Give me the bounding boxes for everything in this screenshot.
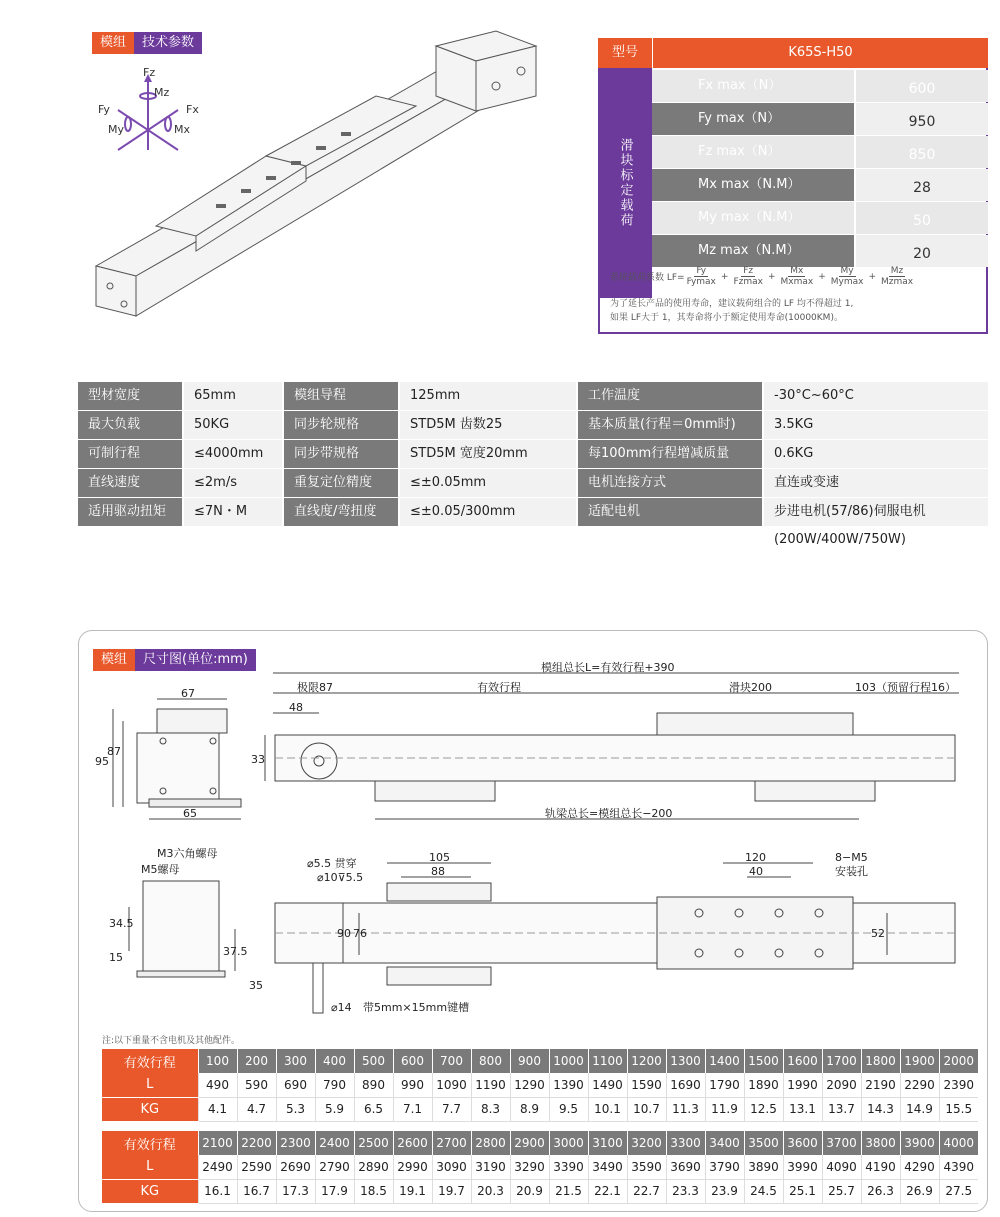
dimension-panel bbox=[78, 630, 988, 1212]
stroke-cell: 490 bbox=[198, 1073, 237, 1097]
dim-stroke: 有效行程 bbox=[477, 681, 521, 694]
spec-label: 型材宽度 bbox=[78, 382, 182, 410]
model-value: K65S-H50 bbox=[652, 38, 988, 68]
dim-35: 35 bbox=[249, 979, 263, 992]
stroke-cell: 19.1 bbox=[393, 1179, 432, 1203]
stroke-cell: 600 bbox=[393, 1049, 432, 1073]
spec-label: 直线速度 bbox=[78, 469, 182, 497]
stroke-cell: 19.7 bbox=[432, 1179, 471, 1203]
stroke-cell: 5.3 bbox=[276, 1097, 315, 1121]
spec-label: 基本质量(行程＝0mm时) bbox=[578, 411, 762, 439]
stroke-cell: 2900 bbox=[510, 1131, 549, 1155]
load-row bbox=[652, 136, 988, 168]
stroke-row-kg bbox=[102, 1097, 978, 1121]
spec-label: 适用驱动扭矩 bbox=[78, 498, 182, 526]
load-value: 850 bbox=[856, 136, 988, 168]
stroke-cell: 4390 bbox=[939, 1155, 978, 1179]
stroke-cell: 100 bbox=[198, 1049, 237, 1073]
stroke-cell: 2490 bbox=[198, 1155, 237, 1179]
stroke-cell: 7.7 bbox=[432, 1097, 471, 1121]
dim-slider: 滑块200 bbox=[729, 681, 772, 694]
stroke-cell: 13.7 bbox=[822, 1097, 861, 1121]
stroke-cell: 3290 bbox=[510, 1155, 549, 1179]
stroke-cell: 20.3 bbox=[471, 1179, 510, 1203]
model-label: 型号 bbox=[598, 38, 652, 68]
slider-load-table bbox=[598, 38, 988, 334]
stroke-cell: 800 bbox=[471, 1049, 510, 1073]
stroke-cell: 1500 bbox=[744, 1049, 783, 1073]
load-row bbox=[652, 235, 988, 267]
stroke-cell: 1600 bbox=[783, 1049, 822, 1073]
stroke-cell: 1400 bbox=[705, 1049, 744, 1073]
load-rows bbox=[652, 70, 988, 268]
spec-label: 可制行程 bbox=[78, 440, 182, 468]
dim-key: 带5mm×15mm键槽 bbox=[363, 1001, 470, 1014]
stroke-cell: 1300 bbox=[666, 1049, 705, 1073]
stroke-cell: 2390 bbox=[939, 1073, 978, 1097]
spec-row bbox=[78, 440, 988, 468]
stroke-cell: 2590 bbox=[237, 1155, 276, 1179]
weight-note: 注:以下重量不含电机及其他配件。 bbox=[102, 1036, 241, 1046]
stroke-cell: 26.3 bbox=[861, 1179, 900, 1203]
stroke-cell: 1100 bbox=[588, 1049, 627, 1073]
dim-limit: 极限87 bbox=[297, 681, 333, 694]
dims-title-label: 尺寸图(单位:mm) bbox=[135, 649, 256, 671]
dim-345: 34.5 bbox=[109, 917, 134, 930]
dim-67: 67 bbox=[181, 687, 195, 700]
stroke-cell: 20.9 bbox=[510, 1179, 549, 1203]
stroke-cell: 13.1 bbox=[783, 1097, 822, 1121]
load-row bbox=[652, 70, 988, 102]
load-value: 950 bbox=[856, 103, 988, 135]
fraction-mx: $\frac{Mx}{Mxmax}$ bbox=[780, 266, 814, 287]
stroke-cell: 3490 bbox=[588, 1155, 627, 1179]
stroke-cell: 3000 bbox=[549, 1131, 588, 1155]
stroke-cell: 22.7 bbox=[627, 1179, 666, 1203]
stroke-cell: 3200 bbox=[627, 1131, 666, 1155]
stroke-cell: 4.1 bbox=[198, 1097, 237, 1121]
stroke-cell: 1890 bbox=[744, 1073, 783, 1097]
stroke-row-l bbox=[102, 1155, 978, 1179]
stroke-cell: 4090 bbox=[822, 1155, 861, 1179]
stroke-cell: 1490 bbox=[588, 1073, 627, 1097]
stroke-cell: 1390 bbox=[549, 1073, 588, 1097]
spec-value: STD5M 齿数25 bbox=[400, 411, 576, 439]
stroke-cell: 3500 bbox=[744, 1131, 783, 1155]
mz-label: Mz bbox=[154, 86, 170, 99]
spec-row bbox=[78, 411, 988, 439]
dim-76: 76 bbox=[353, 927, 367, 940]
stroke-table-1 bbox=[102, 1049, 978, 1122]
stroke-cell: 2700 bbox=[432, 1131, 471, 1155]
dim-87: 87 bbox=[107, 745, 121, 758]
load-key: Mx max（N.M） bbox=[652, 169, 854, 201]
stroke-cell: 590 bbox=[237, 1073, 276, 1097]
load-value: 28 bbox=[856, 169, 988, 201]
stroke-cell: 4.7 bbox=[237, 1097, 276, 1121]
spec-label: 同步轮规格 bbox=[284, 411, 398, 439]
stroke-cell: 1200 bbox=[627, 1049, 666, 1073]
fraction-fy: $\frac{Fy}{Fymax}$ bbox=[686, 266, 716, 287]
spec-value: -30°C~60°C bbox=[764, 382, 988, 410]
stroke-cell: 300 bbox=[276, 1049, 315, 1073]
stroke-cell: 400 bbox=[315, 1049, 354, 1073]
spec-label: 直线度/弯扭度 bbox=[284, 498, 398, 526]
stroke-cell: 16.7 bbox=[237, 1179, 276, 1203]
spec-label: 模组导程 bbox=[284, 382, 398, 410]
fy-label: Fy bbox=[98, 103, 110, 116]
spec-value: ≤±0.05mm bbox=[400, 469, 576, 497]
stroke-cell: 2500 bbox=[354, 1131, 393, 1155]
stroke-cell: 2300 bbox=[276, 1131, 315, 1155]
load-row bbox=[652, 202, 988, 234]
dims-module-label: 模组 bbox=[93, 649, 135, 671]
fz-label: Fz bbox=[143, 66, 156, 79]
stroke-table-2 bbox=[102, 1131, 978, 1204]
stroke-row-header: 有效行程 bbox=[102, 1049, 198, 1073]
spec-value: 50KG bbox=[184, 411, 282, 439]
stroke-cell: 9.5 bbox=[549, 1097, 588, 1121]
load-row bbox=[652, 103, 988, 135]
dim-90: 90 bbox=[337, 927, 351, 940]
stroke-cell: 2790 bbox=[315, 1155, 354, 1179]
stroke-cell: 14.3 bbox=[861, 1097, 900, 1121]
stroke-cell: 2190 bbox=[861, 1073, 900, 1097]
spec-value: ≤2m/s bbox=[184, 469, 282, 497]
load-key: My max（N.M） bbox=[652, 202, 854, 234]
stroke-cell: 2100 bbox=[198, 1131, 237, 1155]
stroke-cell: 25.1 bbox=[783, 1179, 822, 1203]
stroke-cell: 27.5 bbox=[939, 1179, 978, 1203]
stroke-cell: 3300 bbox=[666, 1131, 705, 1155]
stroke-cell: 1990 bbox=[783, 1073, 822, 1097]
stroke-cell: 1090 bbox=[432, 1073, 471, 1097]
stroke-cell: 2200 bbox=[237, 1131, 276, 1155]
dimension-drawing bbox=[79, 631, 989, 1051]
stroke-cell: 690 bbox=[276, 1073, 315, 1097]
spec-value: 125mm bbox=[400, 382, 576, 410]
stroke-cell: 1790 bbox=[705, 1073, 744, 1097]
stroke-cell: 15.5 bbox=[939, 1097, 978, 1121]
load-value: 50 bbox=[856, 202, 988, 234]
stroke-cell: 3690 bbox=[666, 1155, 705, 1179]
load-key: Mz max（N.M） bbox=[652, 235, 854, 267]
fraction-mz: $\frac{Mz}{Mzmax}$ bbox=[881, 266, 914, 287]
stroke-cell: 500 bbox=[354, 1049, 393, 1073]
stroke-cell: 1190 bbox=[471, 1073, 510, 1097]
dim-105: 105 bbox=[429, 851, 450, 864]
stroke-cell: 6.5 bbox=[354, 1097, 393, 1121]
stroke-cell: 3700 bbox=[822, 1131, 861, 1155]
dim-33: 33 bbox=[251, 753, 265, 766]
spec-value: ≤7N・M bbox=[184, 498, 282, 526]
stroke-cell: 3600 bbox=[783, 1131, 822, 1155]
dim-rail: 轨梁总长=模组总长−200 bbox=[545, 807, 673, 820]
stroke-cell: 3790 bbox=[705, 1155, 744, 1179]
dim-cbore: ⌀10⊽5.5 bbox=[317, 871, 364, 884]
stroke-cell: 4000 bbox=[939, 1131, 978, 1155]
stroke-cell: 3890 bbox=[744, 1155, 783, 1179]
stroke-row-kg bbox=[102, 1179, 978, 1203]
dim-m5holes: 8−M5 bbox=[835, 851, 868, 864]
stroke-cell: 18.5 bbox=[354, 1179, 393, 1203]
stroke-cell: 3800 bbox=[861, 1131, 900, 1155]
fraction-fz: $\frac{Fz}{Fzmax}$ bbox=[733, 266, 763, 287]
stroke-cell: 1290 bbox=[510, 1073, 549, 1097]
load-row bbox=[652, 169, 988, 201]
stroke-cell: 2090 bbox=[822, 1073, 861, 1097]
load-key: Fy max（N） bbox=[652, 103, 854, 135]
mx-label: Mx bbox=[174, 123, 191, 136]
spec-value: 步进电机(57/86)伺服电机(200W/400W/750W) bbox=[764, 498, 988, 526]
stroke-cell: 25.7 bbox=[822, 1179, 861, 1203]
stroke-cell: 17.9 bbox=[315, 1179, 354, 1203]
spec-label: 同步带规格 bbox=[284, 440, 398, 468]
stroke-cell: 22.1 bbox=[588, 1179, 627, 1203]
spec-row bbox=[78, 382, 988, 410]
stroke-cell: 2800 bbox=[471, 1131, 510, 1155]
stroke-cell: 1700 bbox=[822, 1049, 861, 1073]
stroke-cell: 3590 bbox=[627, 1155, 666, 1179]
stroke-cell: 10.1 bbox=[588, 1097, 627, 1121]
load-value: 20 bbox=[856, 235, 988, 267]
load-side-text: 滑块标定载荷 bbox=[617, 138, 633, 228]
stroke-cell: 1690 bbox=[666, 1073, 705, 1097]
stroke-cell: 8.3 bbox=[471, 1097, 510, 1121]
load-side-label bbox=[598, 68, 652, 298]
dim-88: 88 bbox=[431, 865, 445, 878]
load-key: Fx max（N） bbox=[652, 70, 854, 102]
formula-prefix: 系统载荷系数 LF= bbox=[610, 273, 685, 283]
stroke-cell: 2600 bbox=[393, 1131, 432, 1155]
load-factor-formula: 系统载荷系数 LF= $\frac{Fy}{Fymax}$ + $\frac{Fz}{Fzmax}$ + $\frac{Mx}{Mxmax}$ + $\frac{My}{Mymax}$ + $\frac{Mz}{Mzmax}$ bbox=[610, 266, 914, 287]
stroke-cell: 1590 bbox=[627, 1073, 666, 1097]
stroke-cell: 2000 bbox=[939, 1049, 978, 1073]
dim-15: 15 bbox=[109, 951, 123, 964]
spec-label: 每100mm行程增减质量 bbox=[578, 440, 762, 468]
spec-table bbox=[78, 382, 988, 547]
stroke-cell: 3990 bbox=[783, 1155, 822, 1179]
stroke-cell: 23.3 bbox=[666, 1179, 705, 1203]
spec-value: ≤4000mm bbox=[184, 440, 282, 468]
dim-48: 48 bbox=[289, 701, 303, 714]
stroke-cell: 3390 bbox=[549, 1155, 588, 1179]
stroke-cell: 10.7 bbox=[627, 1097, 666, 1121]
stroke-row-stroke bbox=[102, 1131, 978, 1155]
dim-m5: M5螺母 bbox=[141, 863, 180, 876]
stroke-cell: 7.1 bbox=[393, 1097, 432, 1121]
spec-value: 3.5KG bbox=[764, 411, 988, 439]
spec-label: 适配电机 bbox=[578, 498, 762, 526]
stroke-cell: 2990 bbox=[393, 1155, 432, 1179]
stroke-cell: 26.9 bbox=[900, 1179, 939, 1203]
stroke-row-header: KG bbox=[102, 1179, 198, 1203]
stroke-row-header: L bbox=[102, 1155, 198, 1179]
dim-375: 37.5 bbox=[223, 945, 248, 958]
fx-label: Fx bbox=[186, 103, 199, 116]
load-table-header bbox=[598, 38, 988, 68]
dim-total: 模组总长L=有效行程+390 bbox=[541, 661, 675, 674]
spec-value: ≤±0.05/300mm bbox=[400, 498, 576, 526]
stroke-cell: 1800 bbox=[861, 1049, 900, 1073]
spec-row bbox=[78, 469, 988, 497]
stroke-cell: 200 bbox=[237, 1049, 276, 1073]
stroke-row-l bbox=[102, 1073, 978, 1097]
spec-label: 工作温度 bbox=[578, 382, 762, 410]
stroke-cell: 2690 bbox=[276, 1155, 315, 1179]
dim-reserve: 103（预留行程16） bbox=[855, 681, 956, 694]
stroke-cell: 700 bbox=[432, 1049, 471, 1073]
load-note-1: 为了延长产品的使用寿命，建议载荷组合的 LF 均不得超过 1, bbox=[610, 299, 854, 309]
stroke-row-header: L bbox=[102, 1073, 198, 1097]
stroke-cell: 3190 bbox=[471, 1155, 510, 1179]
stroke-cell: 24.5 bbox=[744, 1179, 783, 1203]
load-note-2: 如果 LF大于 1，其寿命将小于额定使用寿命(10000KM)。 bbox=[610, 313, 843, 323]
dim-65: 65 bbox=[183, 807, 197, 820]
stroke-cell: 11.3 bbox=[666, 1097, 705, 1121]
spec-label: 电机连接方式 bbox=[578, 469, 762, 497]
stroke-cell: 900 bbox=[510, 1049, 549, 1073]
stroke-cell: 790 bbox=[315, 1073, 354, 1097]
stroke-cell: 16.1 bbox=[198, 1179, 237, 1203]
stroke-cell: 4190 bbox=[861, 1155, 900, 1179]
dim-m3: M3六角螺母 bbox=[157, 847, 218, 860]
dim-52: 52 bbox=[871, 927, 885, 940]
dim-40: 40 bbox=[749, 865, 763, 878]
spec-value: 直连或变速 bbox=[764, 469, 988, 497]
dim-shaft: ⌀14 bbox=[331, 1001, 352, 1014]
stroke-cell: 2400 bbox=[315, 1131, 354, 1155]
fraction-my: $\frac{My}{Mymax}$ bbox=[830, 266, 864, 287]
stroke-cell: 3090 bbox=[432, 1155, 471, 1179]
stroke-cell: 1900 bbox=[900, 1049, 939, 1073]
spec-row bbox=[78, 498, 988, 547]
spec-label: 重复定位精度 bbox=[284, 469, 398, 497]
stroke-row-header: KG bbox=[102, 1097, 198, 1121]
spec-value: 0.6KG bbox=[764, 440, 988, 468]
stroke-cell: 14.9 bbox=[900, 1097, 939, 1121]
stroke-row-header: 有效行程 bbox=[102, 1131, 198, 1155]
stroke-cell: 21.5 bbox=[549, 1179, 588, 1203]
tech-tag-label: 技术参数 bbox=[134, 32, 202, 54]
dim-hole: ⌀5.5 贯穿 bbox=[307, 857, 357, 870]
stroke-cell: 2290 bbox=[900, 1073, 939, 1097]
stroke-cell: 23.9 bbox=[705, 1179, 744, 1203]
my-label: My bbox=[108, 123, 125, 136]
stroke-cell: 3100 bbox=[588, 1131, 627, 1155]
stroke-cell: 8.9 bbox=[510, 1097, 549, 1121]
stroke-cell: 17.3 bbox=[276, 1179, 315, 1203]
stroke-cell: 1000 bbox=[549, 1049, 588, 1073]
dim-95: 95 bbox=[95, 755, 109, 768]
stroke-cell: 5.9 bbox=[315, 1097, 354, 1121]
stroke-cell: 12.5 bbox=[744, 1097, 783, 1121]
spec-label: 最大负载 bbox=[78, 411, 182, 439]
stroke-cell: 2890 bbox=[354, 1155, 393, 1179]
load-value: 600 bbox=[856, 70, 988, 102]
stroke-cell: 4290 bbox=[900, 1155, 939, 1179]
spec-value: STD5M 宽度20mm bbox=[400, 440, 576, 468]
load-key: Fz max（N） bbox=[652, 136, 854, 168]
stroke-cell: 3400 bbox=[705, 1131, 744, 1155]
stroke-cell: 11.9 bbox=[705, 1097, 744, 1121]
stroke-cell: 990 bbox=[393, 1073, 432, 1097]
spec-value: 65mm bbox=[184, 382, 282, 410]
stroke-cell: 3900 bbox=[900, 1131, 939, 1155]
linear-module-illustration bbox=[76, 26, 556, 336]
module-tag-label: 模组 bbox=[92, 32, 134, 54]
stroke-cell: 890 bbox=[354, 1073, 393, 1097]
stroke-row-stroke bbox=[102, 1049, 978, 1073]
dim-mount: 安装孔 bbox=[835, 865, 868, 878]
dim-120: 120 bbox=[745, 851, 766, 864]
